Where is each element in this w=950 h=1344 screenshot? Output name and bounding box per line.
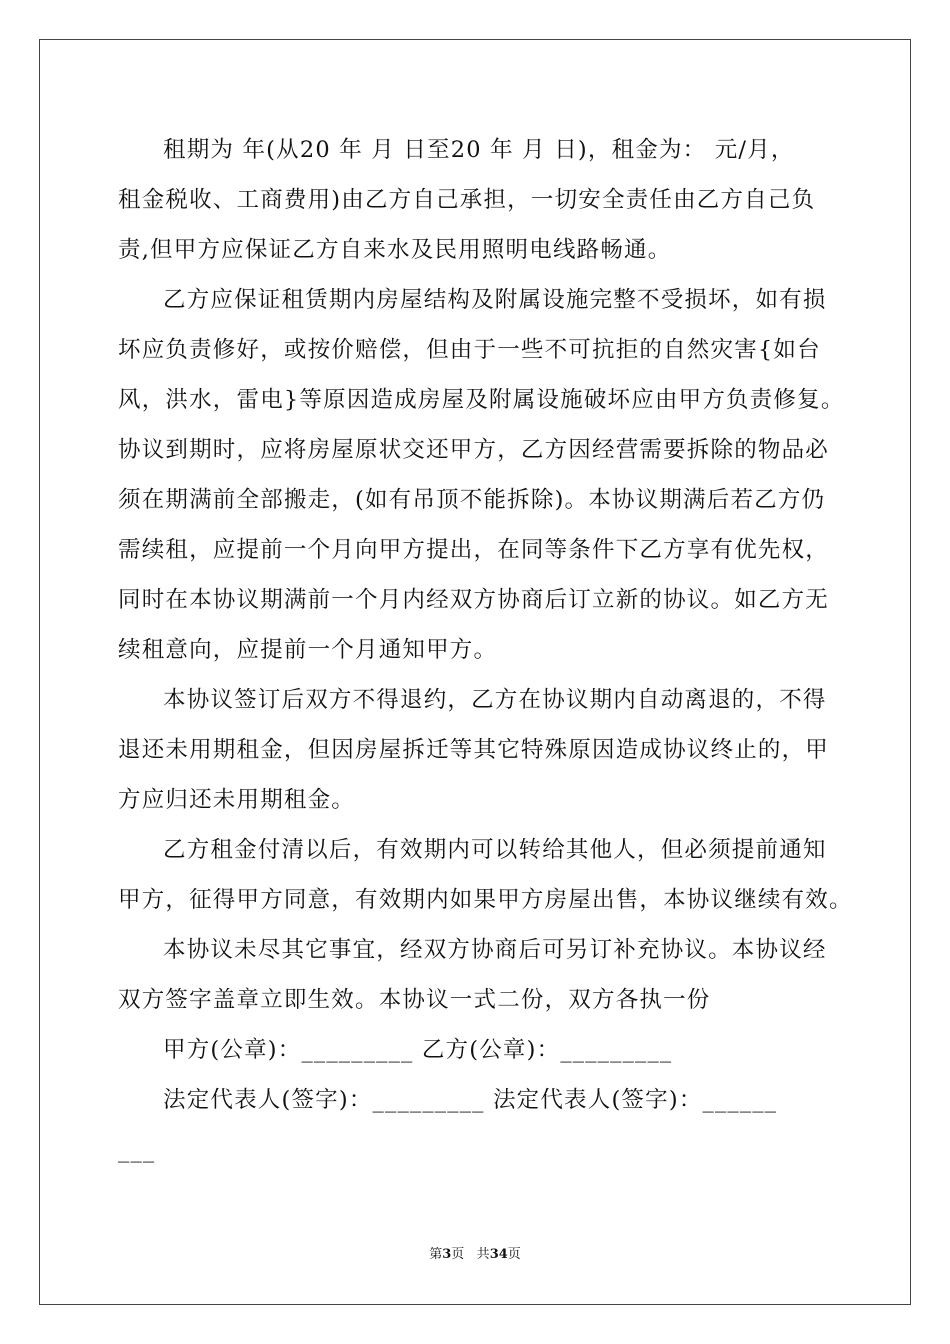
text-line: 续租意向，应提前一个月通知甲方。 [118, 637, 498, 663]
text-line: 本协议未尽其它事宜，经双方协商后可另订补充协议。本协议经 [163, 937, 827, 963]
text-line: 本协议签订后双方不得退约，乙方在协议期内自动离退的，不得 [163, 687, 827, 713]
footer-page-prefix: 第 [429, 1247, 443, 1262]
text-line: 同时在本协议期满前一个月内经双方协商后订立新的协议。如乙方无 [118, 587, 830, 613]
text-line: 风，洪水，雷电}等原因造成房屋及附属设施破坏应由甲方负责修复。 [118, 387, 845, 413]
footer-total-suffix: 页 [507, 1247, 521, 1262]
text-line: 租金税收、工商费用)由乙方自己承担，一切安全责任由乙方自己负 [118, 187, 816, 213]
text-line: 须在期满前全部搬走，(如有吊顶不能拆除)。本协议期满后若乙方仍 [118, 487, 826, 513]
text-line: 责,但甲方应保证乙方自来水及民用照明电线路畅通。 [118, 237, 672, 263]
footer-page-suffix: 页 [451, 1247, 465, 1262]
signature-line-seal: 甲方(公章)：_________ 乙方(公章)：_________ [163, 1037, 673, 1063]
text-line: ___ [118, 1137, 156, 1163]
text-line: 乙方租金付清以后，有效期内可以转给其他人，但必须提前通知 [163, 837, 827, 863]
footer-page-number: 3 [442, 1247, 452, 1262]
text-line: 甲方，征得甲方同意，有效期内如果甲方房屋出售，本协议继续有效。 [118, 887, 853, 913]
text-line: 乙方应保证租赁期内房屋结构及附属设施完整不受损坏，如有损 [163, 287, 827, 313]
text-line: 坏应负责修好，或按价赔偿，但由于一些不可抗拒的自然灾害{如台 [118, 337, 821, 363]
footer-total-prefix: 共 [476, 1247, 490, 1262]
text-line: 方应归还未用期租金。 [118, 787, 356, 813]
text-line: 退还未用期租金，但因房屋拆迁等其它特殊原因造成协议终止的，甲 [118, 737, 830, 763]
text-line: 协议到期时，应将房屋原状交还甲方，乙方因经营需要拆除的物品必 [118, 437, 830, 463]
footer-total-pages: 34 [489, 1247, 508, 1262]
text-line: 租期为 年(从20 年 月 日至20 年 月 日)，租金为： 元/月， [163, 137, 795, 163]
signature-line-representative: 法定代表人(签字)：_________ 法定代表人(签字)：______ [163, 1087, 778, 1113]
page-border [39, 39, 911, 1305]
text-line: 双方签字盖章立即生效。本协议一式二份，双方各执一份 [118, 987, 711, 1013]
page-footer [0, 1246, 950, 1264]
text-line: 需续租，应提前一个月向甲方提出，在同等条件下乙方享有优先权， [118, 537, 830, 563]
